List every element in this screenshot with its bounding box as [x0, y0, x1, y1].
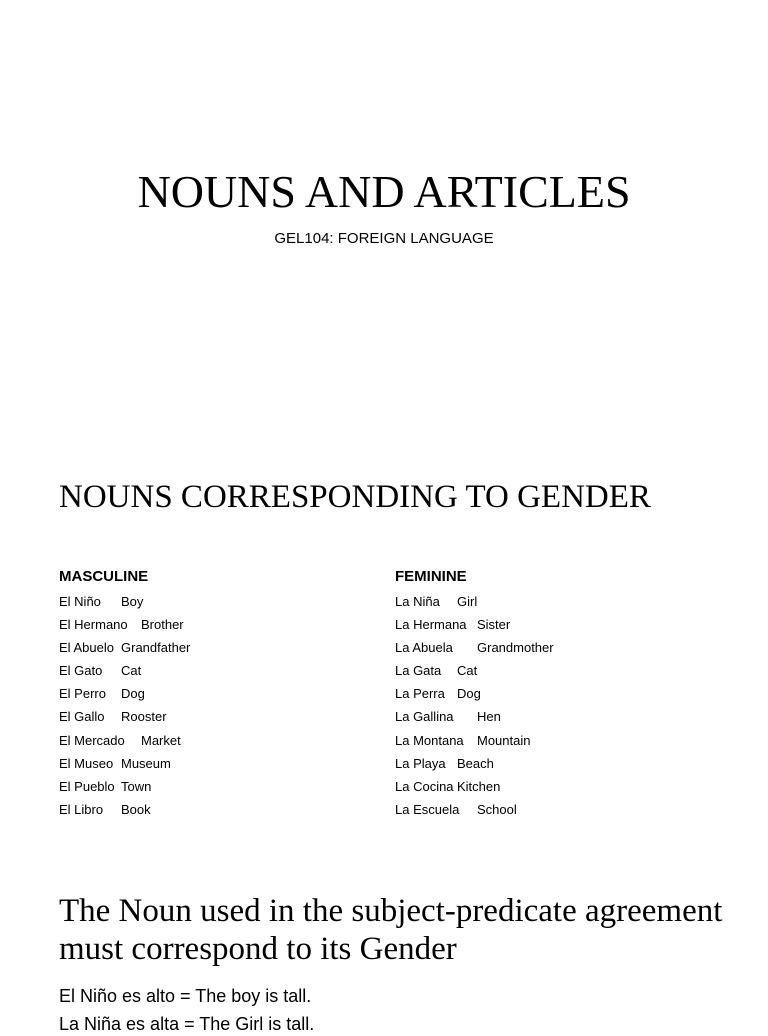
list-item [395, 775, 554, 798]
list-item [395, 798, 554, 821]
english-noun: Boy [121, 594, 144, 609]
spanish-noun: El Mercado [59, 732, 125, 748]
spanish-noun: La Escuela [395, 801, 460, 817]
list-item [59, 590, 190, 613]
english-noun: Cat [457, 663, 478, 679]
english-noun: Museum [121, 755, 171, 771]
english-noun: School [477, 801, 517, 817]
spanish-noun: La Montana [395, 732, 464, 748]
page-subtitle: GEL104: FOREIGN LANGUAGE [274, 230, 494, 247]
english-noun: Dog [121, 686, 145, 702]
spanish-noun: El Gato [59, 663, 103, 679]
list-item [59, 682, 190, 705]
spanish-noun: La Gata [395, 663, 442, 679]
english-noun: Town [121, 778, 152, 794]
english-noun: Rooster [121, 709, 167, 725]
page-title: NOUNS AND ARTICLES [137, 166, 631, 217]
english-noun: Girl [457, 594, 478, 609]
list-item [395, 682, 554, 705]
list-item [59, 636, 190, 659]
spanish-noun: La Cocina [395, 778, 454, 794]
spanish-noun: La Hermana [395, 617, 467, 633]
english-noun: Dog [457, 686, 481, 702]
example-sentence: El Niño es alto = The boy is tall. [59, 986, 312, 1006]
spanish-noun: La Playa [395, 755, 446, 771]
list-item [59, 752, 190, 775]
spanish-noun: El Perro [59, 686, 106, 702]
english-noun: Brother [141, 617, 184, 633]
list-item [59, 705, 190, 728]
english-noun: Mountain [477, 732, 531, 748]
section-heading-gender: NOUNS CORRESPONDING TO GENDER [59, 479, 651, 515]
feminine-header: FEMININE [395, 568, 467, 585]
spanish-noun: La Perra [395, 686, 445, 702]
list-item [395, 659, 554, 682]
english-noun: Grandmother [477, 640, 554, 656]
english-noun: Grandfather [121, 640, 191, 656]
english-noun: Sister [477, 617, 511, 633]
masculine-column [59, 566, 190, 821]
spanish-noun: El Hermano [59, 617, 128, 633]
english-noun: Market [141, 732, 181, 748]
english-noun: Beach [457, 755, 494, 771]
list-item [395, 590, 554, 613]
list-item [395, 636, 554, 659]
spanish-noun: El Gallo [59, 709, 105, 725]
spanish-noun: El Pueblo [59, 778, 115, 794]
list-item [59, 613, 190, 636]
english-noun: Kitchen [457, 778, 501, 794]
list-item [395, 613, 554, 636]
spanish-noun: La Abuela [395, 640, 453, 656]
spanish-noun: El Libro [59, 801, 104, 817]
list-item [59, 729, 190, 752]
section-heading-agreement: The Noun used in the subject-predicate agreement must correspond to its Gender [59, 893, 723, 967]
spanish-noun: El Abuelo [59, 640, 114, 656]
spanish-noun: El Museo [59, 755, 114, 771]
spanish-noun: La Niña [395, 594, 440, 609]
feminine-column [395, 566, 554, 821]
masculine-header: MASCULINE [59, 568, 149, 585]
english-noun: Hen [477, 709, 501, 725]
list-item [395, 752, 554, 775]
spanish-noun: La Gallina [395, 709, 454, 725]
list-item [59, 798, 190, 821]
english-noun: Cat [121, 663, 142, 679]
spanish-noun: El Niño [59, 594, 101, 609]
list-item [395, 705, 554, 728]
list-item [59, 659, 190, 682]
list-item [59, 775, 190, 798]
example-sentence: La Niña es alta = The Girl is tall. [59, 1014, 315, 1034]
list-item [395, 729, 554, 752]
english-noun: Book [121, 801, 151, 817]
